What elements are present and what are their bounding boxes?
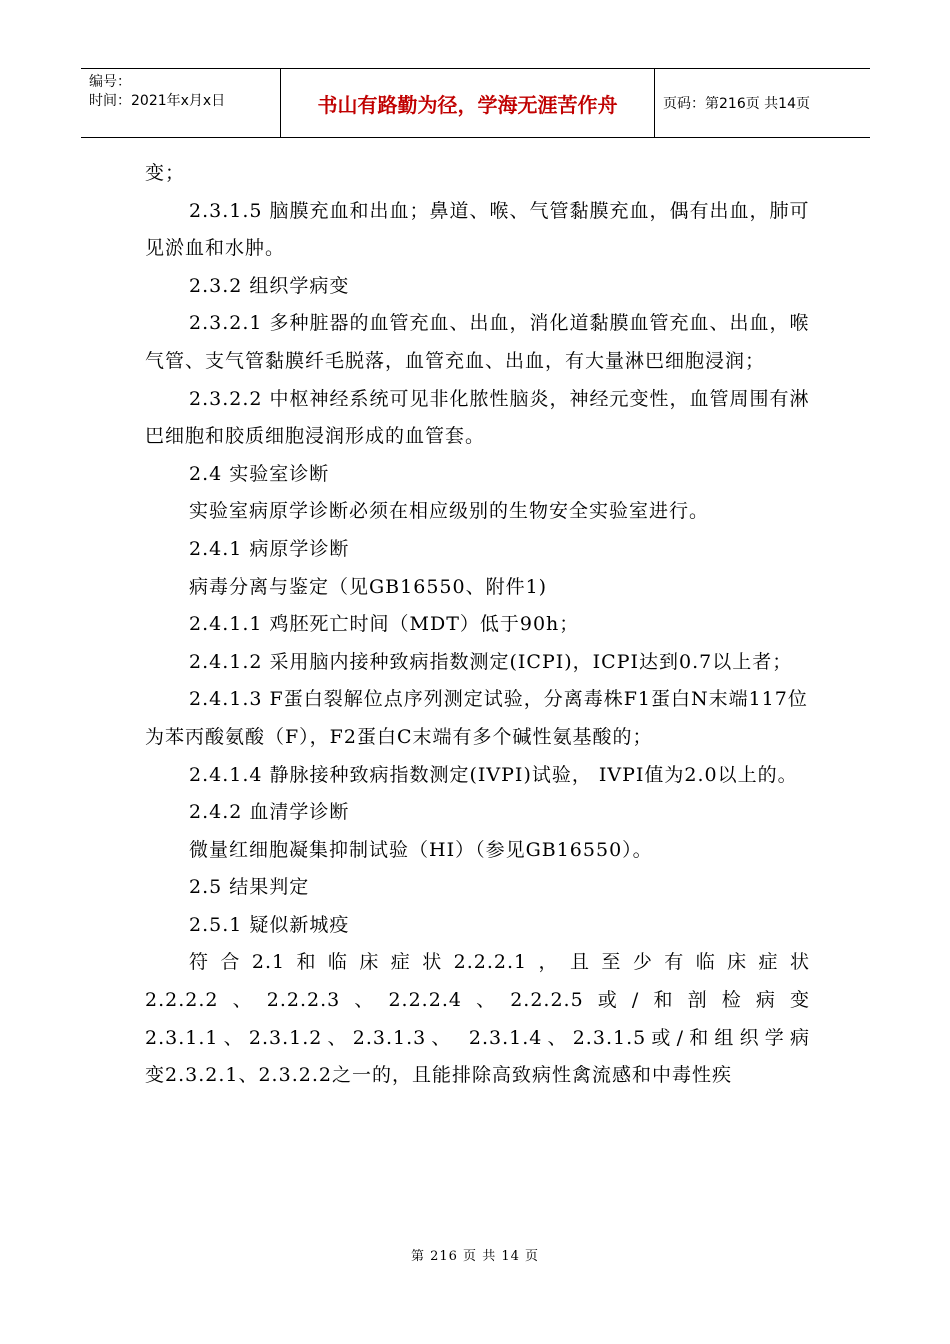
paragraph: 2.2.2.2、2.2.2.3、2.2.2.4、2.2.2.5或/和剖检病变 xyxy=(145,989,810,1012)
paragraph: 实验室病原学诊断必须在相应级别的生物安全实验室进行。 xyxy=(189,500,710,523)
paragraph: 2.4.1.1 鸡胚死亡时间（MDT）低于90h； xyxy=(189,613,580,636)
header-page-info: 页码：第216页 共14页 xyxy=(663,96,810,112)
page-header xyxy=(81,68,870,138)
page-footer: 第 216 页 共 14 页 xyxy=(410,1249,540,1264)
paragraph: 2.3.2 组织学病变 xyxy=(189,274,350,297)
paragraph: 2.4.1.3 F蛋白裂解位点序列测定试验，分离毒株F1蛋白N末端117位为苯丙酸氨酸（F），F2蛋白C末端有多个碱性氨基酸的； xyxy=(145,688,808,748)
document-date-label: 时间：2021年x月x日 xyxy=(89,93,226,109)
document-number-label: 编号： xyxy=(89,74,131,90)
paragraph: 2.5.1 疑似新城疫 xyxy=(189,913,350,936)
paragraph: 2.4.2 血清学诊断 xyxy=(189,801,350,824)
paragraph: 2.4.1.2 采用脑内接种致病指数测定(ICPI)，ICPI达到0.7以上者； xyxy=(189,650,793,673)
header-motto: 书山有路勤为径，学海无涯苦作舟 xyxy=(281,69,655,137)
paragraph: 2.4.1 病原学诊断 xyxy=(189,537,350,560)
paragraph: 2.3.2.2 中枢神经系统可见非化脓性脑炎，神经元变性，血管周围有淋巴细胞和胶质细胞浸润形成的血管套。 xyxy=(145,387,810,448)
paragraph: 符合2.1和临床症状2.2.2.1，且至少有临床症状 xyxy=(189,951,810,974)
paragraph: 变； xyxy=(145,162,186,184)
paragraph: 变2.3.2.1、2.3.2.2之一的，且能排除高致病性禽流感和中毒性疾 xyxy=(145,1064,732,1087)
paragraph: 2.3.1.5 脑膜充血和出血；鼻道、喉、气管黏膜充血，偶有出血，肺可见淤血和水肿。 xyxy=(145,199,810,260)
paragraph: 2.4 实验室诊断 xyxy=(189,462,330,485)
paragraph: 2.5 结果判定 xyxy=(189,876,310,899)
paragraph: 病毒分离与鉴定（见GB16550、附件1) xyxy=(189,575,548,598)
paragraph: 2.3.1.1、2.3.1.2、2.3.1.3、 2.3.1.4、2.3.1.5或/和组织学病 xyxy=(145,1026,810,1049)
document-body xyxy=(145,155,810,1095)
paragraph: 微量红细胞凝集抑制试验（HI）（参见GB16550）。 xyxy=(189,838,653,861)
header-meta-cell xyxy=(81,69,281,137)
paragraph: 2.4.1.4 静脉接种致病指数测定(IVPI)试验， IVPI值为2.0以上的。 xyxy=(189,763,798,786)
paragraph: 2.3.2.1 多种脏器的血管充血、出血，消化道黏膜血管充血、出血，喉气管、支气管黏膜纤毛脱落，血管充血、出血，有大量淋巴细胞浸润； xyxy=(145,312,810,372)
